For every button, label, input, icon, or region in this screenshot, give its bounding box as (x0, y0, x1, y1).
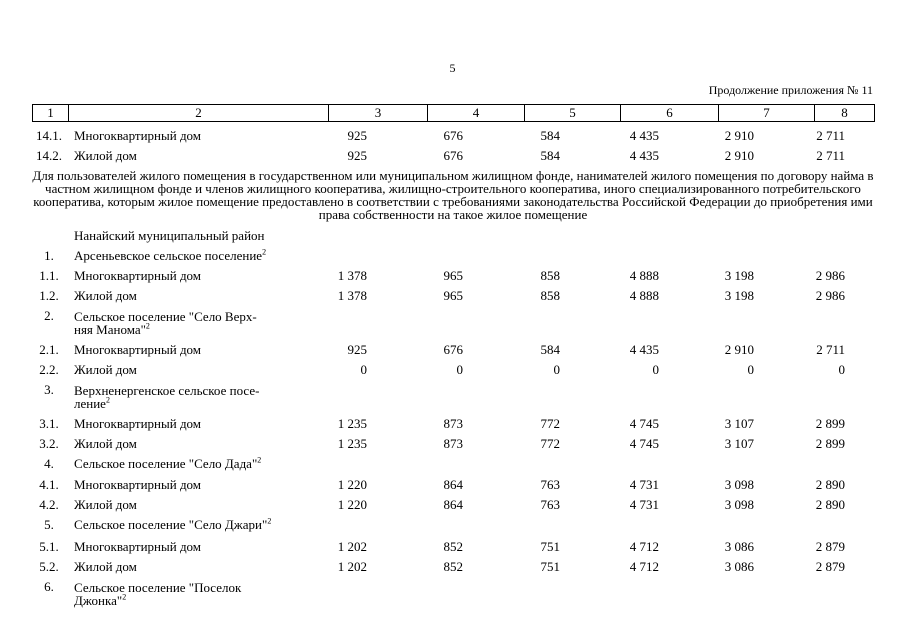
row-label: Многоквартирный дом (74, 477, 202, 492)
section-row (0, 382, 905, 411)
row-number: 4.2. (39, 497, 59, 512)
row-value: 763 (540, 497, 560, 512)
row-value: 3 086 (724, 539, 754, 554)
row-value: 2 711 (816, 128, 845, 143)
row-number: 3.2. (39, 436, 59, 451)
column-header-cell: 1 (33, 105, 69, 122)
description-paragraph: Для пользователей жилого помещения в государственном или муниципальном жилищном фонде, нанимателей жилого помещения по договору найма в частном жилищном фонде и членов жилищного кооператива, жилищно-строительного кооператива, иного специализированного потребительского кооператива, которым жилое помещение предоставлено в соответствии с требованиями законодательства Российской Федерации до приобретения ими права собственности на такое жилое помещение (32, 168, 874, 222)
row-value: 1 235 (337, 436, 367, 451)
column-header-cell: 2 (69, 105, 329, 122)
table-row (0, 416, 905, 432)
footnote-mark: 2 (267, 516, 272, 526)
row-number: 14.1. (36, 128, 62, 143)
column-header-cell: 4 (428, 105, 525, 122)
table-row (0, 288, 905, 304)
row-number: 4.1. (39, 477, 59, 492)
row-value: 4 888 (629, 288, 659, 303)
section-number: 5. (44, 517, 54, 532)
row-value: 676 (443, 342, 463, 357)
row-value: 2 879 (815, 559, 845, 574)
table-row (0, 497, 905, 513)
row-value: 2 986 (815, 288, 845, 303)
district-title (0, 228, 905, 244)
section-title: Сельское поселение "Село Дада"$^2$ (74, 455, 262, 471)
row-value: 4 745 (629, 436, 659, 451)
section-title: Сельское поселение "Село Верх- няя Манома"$^2$ (74, 309, 257, 337)
row-value: 873 (443, 416, 463, 431)
row-value: 0 (456, 362, 463, 377)
row-value: 0 (360, 362, 367, 377)
table-row (0, 342, 905, 358)
row-value: 3 107 (724, 416, 754, 431)
district-label: Нанайский муниципальный район (74, 228, 265, 243)
row-value: 2 910 (724, 342, 754, 357)
row-value: 2 890 (815, 477, 845, 492)
column-header-table (32, 104, 875, 122)
row-number: 1.2. (39, 288, 59, 303)
column-header-row (33, 105, 875, 122)
row-value: 1 220 (337, 497, 367, 512)
row-value: 864 (443, 477, 463, 492)
footnote-mark: 2 (257, 455, 262, 465)
table-row (0, 477, 905, 493)
section-number: 6. (44, 579, 54, 594)
table-row (0, 436, 905, 452)
row-value: 2 910 (724, 148, 754, 163)
row-number: 5.1. (39, 539, 59, 554)
row-value: 873 (443, 436, 463, 451)
row-value: 1 378 (337, 268, 367, 283)
row-value: 3 198 (724, 288, 754, 303)
row-value: 965 (443, 288, 463, 303)
page-number: 5 (449, 61, 456, 75)
row-value: 676 (443, 128, 463, 143)
row-value: 1 202 (337, 559, 367, 574)
row-label: Многоквартирный дом (74, 128, 202, 143)
row-value: 772 (540, 416, 560, 431)
row-value: 0 (553, 362, 560, 377)
section-title: Сельское поселение "Село Джари"$^2$ (74, 516, 272, 532)
row-value: 858 (540, 288, 560, 303)
row-value: 3 086 (724, 559, 754, 574)
footnote-mark: 2 (145, 321, 150, 331)
row-value: 584 (540, 148, 560, 163)
row-value: 925 (347, 148, 367, 163)
row-value: 751 (540, 559, 560, 574)
column-header-cell: 3 (329, 105, 428, 122)
row-value: 965 (443, 268, 463, 283)
row-value: 4 731 (629, 497, 659, 512)
section-title: Сельское поселение "Поселок Джонка"$^2$ (74, 580, 242, 608)
row-value: 1 220 (337, 477, 367, 492)
row-value: 1 235 (337, 416, 367, 431)
column-header-cell: 8 (815, 105, 875, 122)
section-title: Верхненергенское сельское посе- ление$^2$ (74, 383, 260, 411)
row-value: 584 (540, 342, 560, 357)
row-value: 4 712 (629, 539, 659, 554)
row-label: Многоквартирный дом (74, 539, 202, 554)
row-value: 584 (540, 128, 560, 143)
row-label: Жилой дом (74, 148, 137, 163)
row-label: Многоквартирный дом (74, 416, 202, 431)
row-label: Многоквартирный дом (74, 268, 202, 283)
section-number: 4. (44, 456, 54, 471)
row-number: 3.1. (39, 416, 59, 431)
row-value: 1 378 (337, 288, 367, 303)
row-value: 0 (838, 362, 845, 377)
column-header-cell: 7 (719, 105, 815, 122)
column-header-cell: 6 (621, 105, 719, 122)
row-value: 858 (540, 268, 560, 283)
row-value: 4 435 (629, 342, 659, 357)
row-value: 763 (540, 477, 560, 492)
row-number: 1.1. (39, 268, 59, 283)
table-row (0, 539, 905, 555)
row-value: 2 910 (724, 128, 754, 143)
row-value: 2 899 (815, 416, 845, 431)
row-number: 2.2. (39, 362, 59, 377)
row-number: 2.1. (39, 342, 59, 357)
table-row (0, 128, 905, 144)
table-row (0, 148, 905, 164)
footnote-mark: 2 (105, 395, 110, 405)
column-header-cell: 5 (525, 105, 621, 122)
row-value: 852 (443, 539, 463, 554)
section-title: Арсеньевское сельское поселение$^2$ (74, 247, 267, 263)
row-value: 864 (443, 497, 463, 512)
table-row (0, 268, 905, 284)
row-value: 4 731 (629, 477, 659, 492)
row-value: 772 (540, 436, 560, 451)
section-number: 1. (44, 248, 54, 263)
row-value: 1 202 (337, 539, 367, 554)
row-label: Жилой дом (74, 497, 137, 512)
section-row (0, 456, 905, 472)
row-value: 4 435 (629, 128, 659, 143)
row-value: 2 986 (815, 268, 845, 283)
row-value: 4 888 (629, 268, 659, 283)
footnote-mark: 2 (122, 592, 127, 602)
row-number: 5.2. (39, 559, 59, 574)
row-value: 925 (347, 128, 367, 143)
section-row (0, 248, 905, 264)
section-row (0, 308, 905, 337)
row-value: 0 (747, 362, 754, 377)
row-label: Многоквартирный дом (74, 342, 202, 357)
row-value: 2 879 (815, 539, 845, 554)
section-number: 2. (44, 308, 54, 323)
row-number: 14.2. (36, 148, 62, 163)
row-value: 751 (540, 539, 560, 554)
row-value: 3 098 (724, 497, 754, 512)
row-value: 676 (443, 148, 463, 163)
row-value: 2 890 (815, 497, 845, 512)
row-value: 852 (443, 559, 463, 574)
row-value: 4 745 (629, 416, 659, 431)
section-number: 3. (44, 382, 54, 397)
row-value: 2 899 (815, 436, 845, 451)
table-row (0, 559, 905, 575)
row-value: 3 107 (724, 436, 754, 451)
row-label: Жилой дом (74, 288, 137, 303)
row-value: 3 098 (724, 477, 754, 492)
table-row (0, 362, 905, 378)
row-value: 0 (652, 362, 659, 377)
row-value: 4 712 (629, 559, 659, 574)
row-label: Жилой дом (74, 559, 137, 574)
section-row (0, 579, 905, 608)
row-label: Жилой дом (74, 436, 137, 451)
section-row (0, 517, 905, 533)
row-value: 2 711 (816, 342, 845, 357)
footnote-mark: 2 (262, 247, 267, 257)
row-value: 3 198 (724, 268, 754, 283)
row-value: 4 435 (629, 148, 659, 163)
row-value: 925 (347, 342, 367, 357)
continuation-note: Продолжение приложения № 11 (708, 83, 873, 97)
row-label: Жилой дом (74, 362, 137, 377)
row-value: 2 711 (816, 148, 845, 163)
